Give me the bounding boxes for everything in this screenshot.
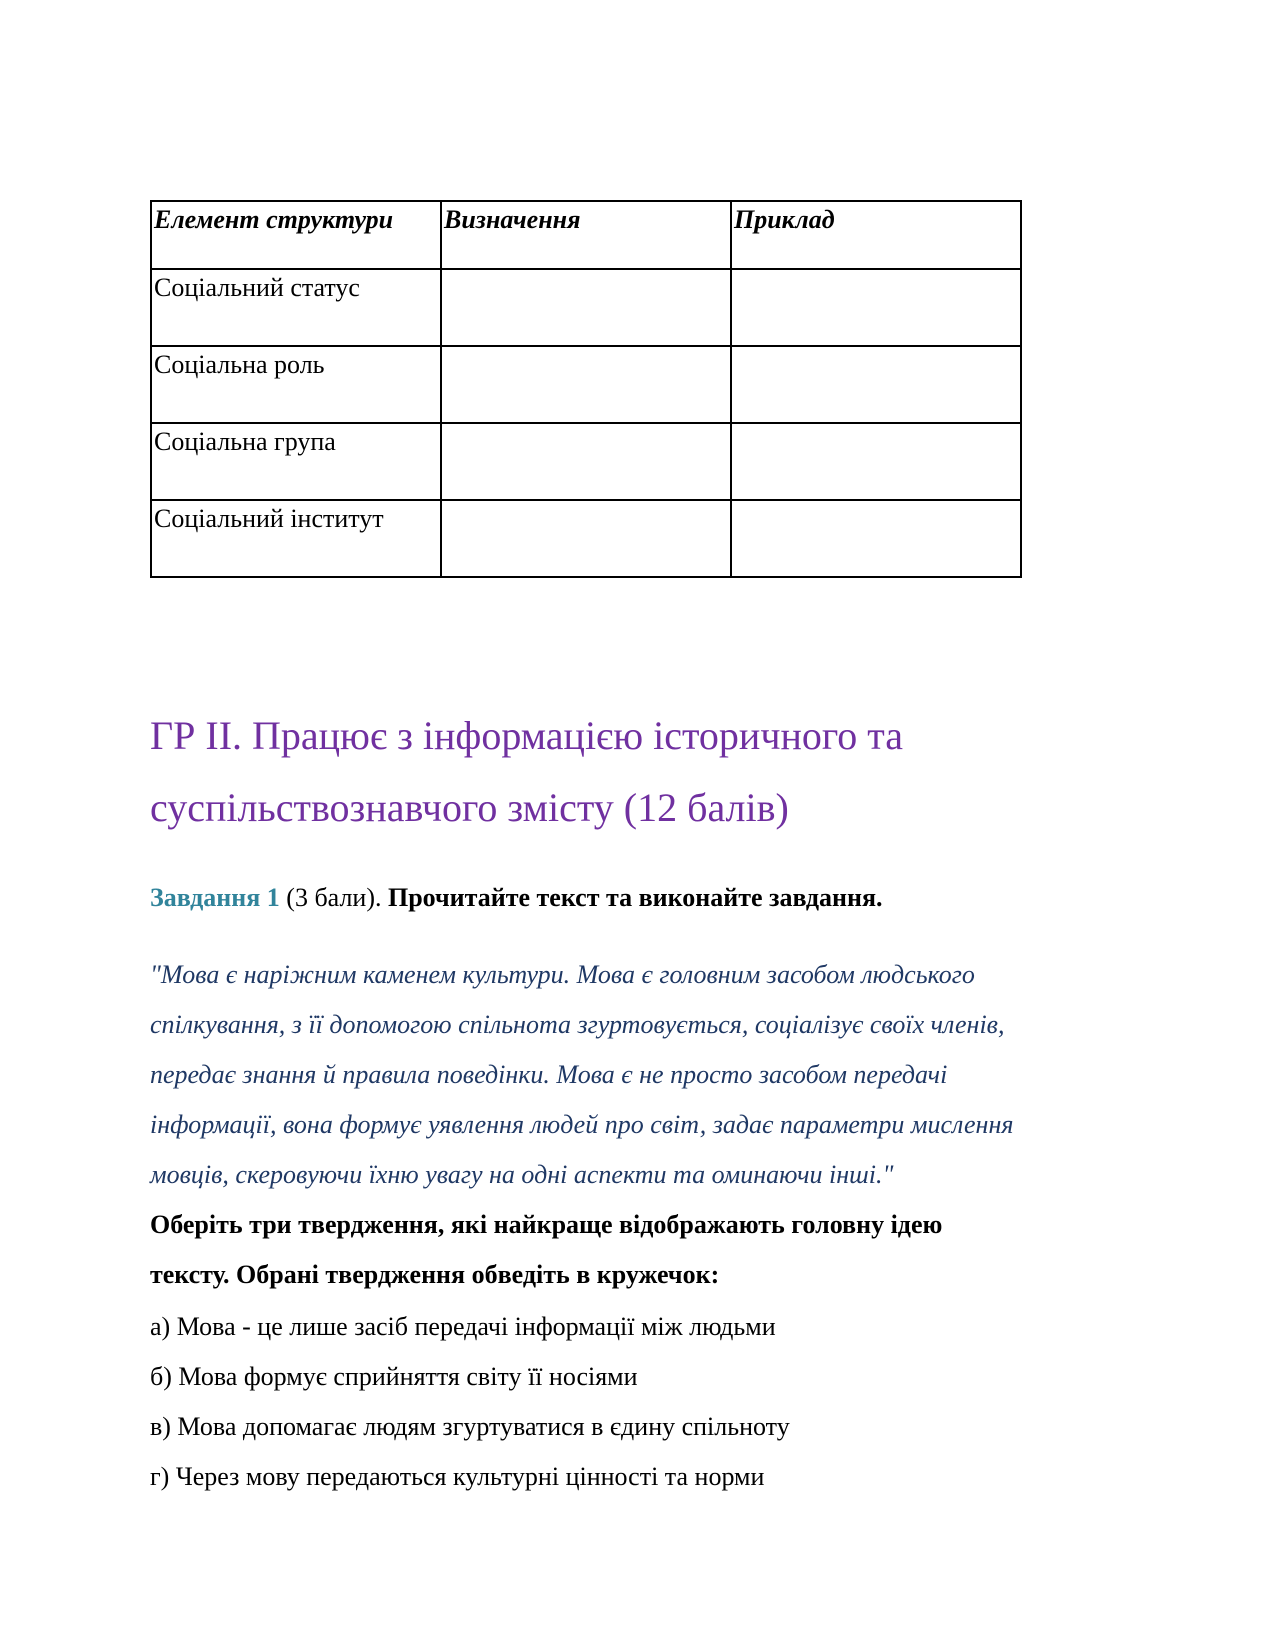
example-cell[interactable] — [731, 423, 1021, 500]
quote-line: передає знання й правила поведінки. Мова є не просто засобом передачі — [150, 1060, 948, 1089]
option-c[interactable]: в) Мова допомагає людям згуртуватися в єдину спільноту — [150, 1412, 790, 1441]
definition-cell[interactable] — [441, 269, 731, 346]
task-label: Завдання 1 — [150, 883, 280, 912]
row-element: Соціальна роль — [151, 346, 441, 423]
quote-line: інформації, вона формує уявлення людей про світ, задає параметри мислення — [150, 1110, 1014, 1139]
definition-cell[interactable] — [441, 500, 731, 577]
table-header-row — [151, 201, 1021, 269]
answer-options — [150, 1302, 1140, 1502]
choose-prompt — [150, 1200, 1140, 1300]
quote-line: "Мова є наріжним каменем культури. Мова є головним засобом людського — [150, 960, 975, 989]
task-instruction: Прочитайте текст та виконайте завдання. — [388, 883, 883, 912]
heading-line-2: суспільствознавчого змісту (12 балів) — [150, 785, 789, 830]
example-cell[interactable] — [731, 346, 1021, 423]
option-b[interactable]: б) Мова формує сприйняття світу її носіями — [150, 1362, 638, 1391]
table-row — [151, 346, 1021, 423]
prompt-line: тексту. Обрані твердження обведіть в кружечок: — [150, 1260, 720, 1289]
row-element: Соціальна група — [151, 423, 441, 500]
row-element: Соціальний статус — [151, 269, 441, 346]
table-row — [151, 269, 1021, 346]
task-title — [150, 878, 1140, 918]
heading-line-1: ГР ІІ. Працює з інформацією історичного та — [150, 713, 903, 758]
header-definition: Визначення — [441, 201, 731, 269]
table-row — [151, 500, 1021, 577]
header-example: Приклад — [731, 201, 1021, 269]
prompt-line: Оберіть три твердження, які найкраще відображають головну ідею — [150, 1210, 943, 1239]
example-cell[interactable] — [731, 500, 1021, 577]
table-row — [151, 423, 1021, 500]
section-heading — [150, 700, 1140, 844]
example-cell[interactable] — [731, 269, 1021, 346]
option-a[interactable]: а) Мова - це лише засіб передачі інформації між людьми — [150, 1312, 776, 1341]
row-element: Соціальний інститут — [151, 500, 441, 577]
definition-cell[interactable] — [441, 346, 731, 423]
header-element: Елемент структури — [151, 201, 441, 269]
definition-cell[interactable] — [441, 423, 731, 500]
quote-line: мовців, скеровуючи їхню увагу на одні аспекти та оминаючи інші." — [150, 1160, 894, 1189]
option-d[interactable]: г) Через мову передаються культурні цінності та норми — [150, 1462, 765, 1491]
quote-text — [150, 950, 1140, 1200]
quote-line: спілкування, з її допомогою спільнота згуртовується, соціалізує своїх членів, — [150, 1010, 1005, 1039]
task-points: (3 бали). — [279, 883, 388, 912]
social-structure-table — [150, 200, 1022, 578]
